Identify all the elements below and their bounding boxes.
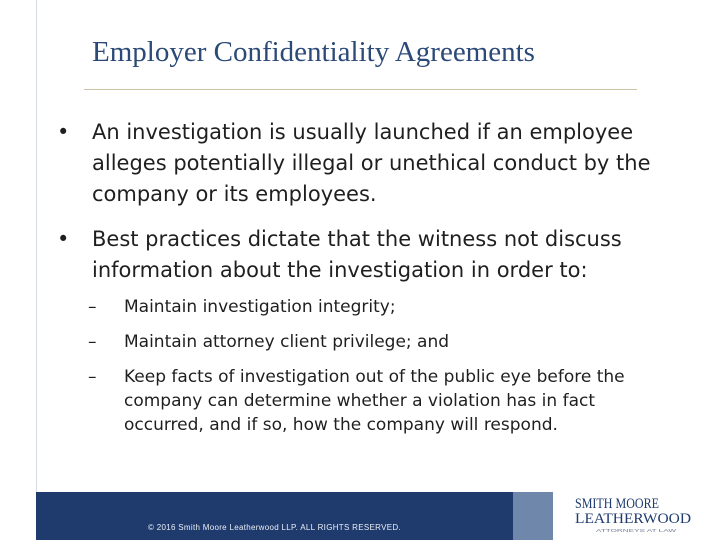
sub-bullet-line: Keep facts of investigation out of the public eye before the [124, 367, 625, 387]
footer-band-light [513, 492, 553, 540]
sub-bullet-marker: – [88, 367, 97, 387]
logo-tagline: ATTORNEYS AT LAW [596, 528, 678, 533]
sub-bullet-item [88, 365, 625, 437]
sub-bullet-line: Maintain attorney client privilege; and [124, 332, 450, 352]
bullet-item [57, 117, 651, 210]
title-divider [84, 89, 637, 90]
left-vertical-rule [36, 0, 37, 492]
bullet-item [57, 224, 622, 286]
copyright-text: © 2016 Smith Moore Leatherwood LLP. ALL RIGHTS RESERVED. [148, 523, 401, 532]
bullet-line: company or its employees. [92, 182, 377, 206]
sub-bullet-line: company can determine whether a violation has in fact [124, 391, 595, 411]
sub-bullet-item [88, 330, 450, 354]
bullet-line: alleges potentially illegal or unethical conduct by the [92, 151, 651, 175]
sub-bullet-item [88, 295, 396, 319]
sub-bullet-marker: – [88, 297, 97, 317]
bullet-marker: • [57, 120, 70, 144]
bullet-line: information about the investigation in order to: [92, 258, 588, 282]
logo-line-1: SMITH MOORE [575, 496, 660, 512]
logo-line-2: LEATHERWOOD [575, 511, 692, 527]
sub-bullet-marker: – [88, 332, 97, 352]
sub-bullet-line: Maintain investigation integrity; [124, 297, 396, 317]
bullet-line: Best practices dictate that the witness not discuss [92, 227, 622, 251]
slide-title: Employer Confidentiality Agreements [92, 36, 535, 68]
footer-band-dark [36, 492, 513, 540]
sub-bullet-line: occurred, and if so, how the company will respond. [124, 415, 558, 435]
smith-moore-leatherwood-logo [574, 494, 692, 534]
bullet-line: An investigation is usually launched if an employee [92, 120, 634, 144]
bullet-marker: • [57, 227, 70, 251]
